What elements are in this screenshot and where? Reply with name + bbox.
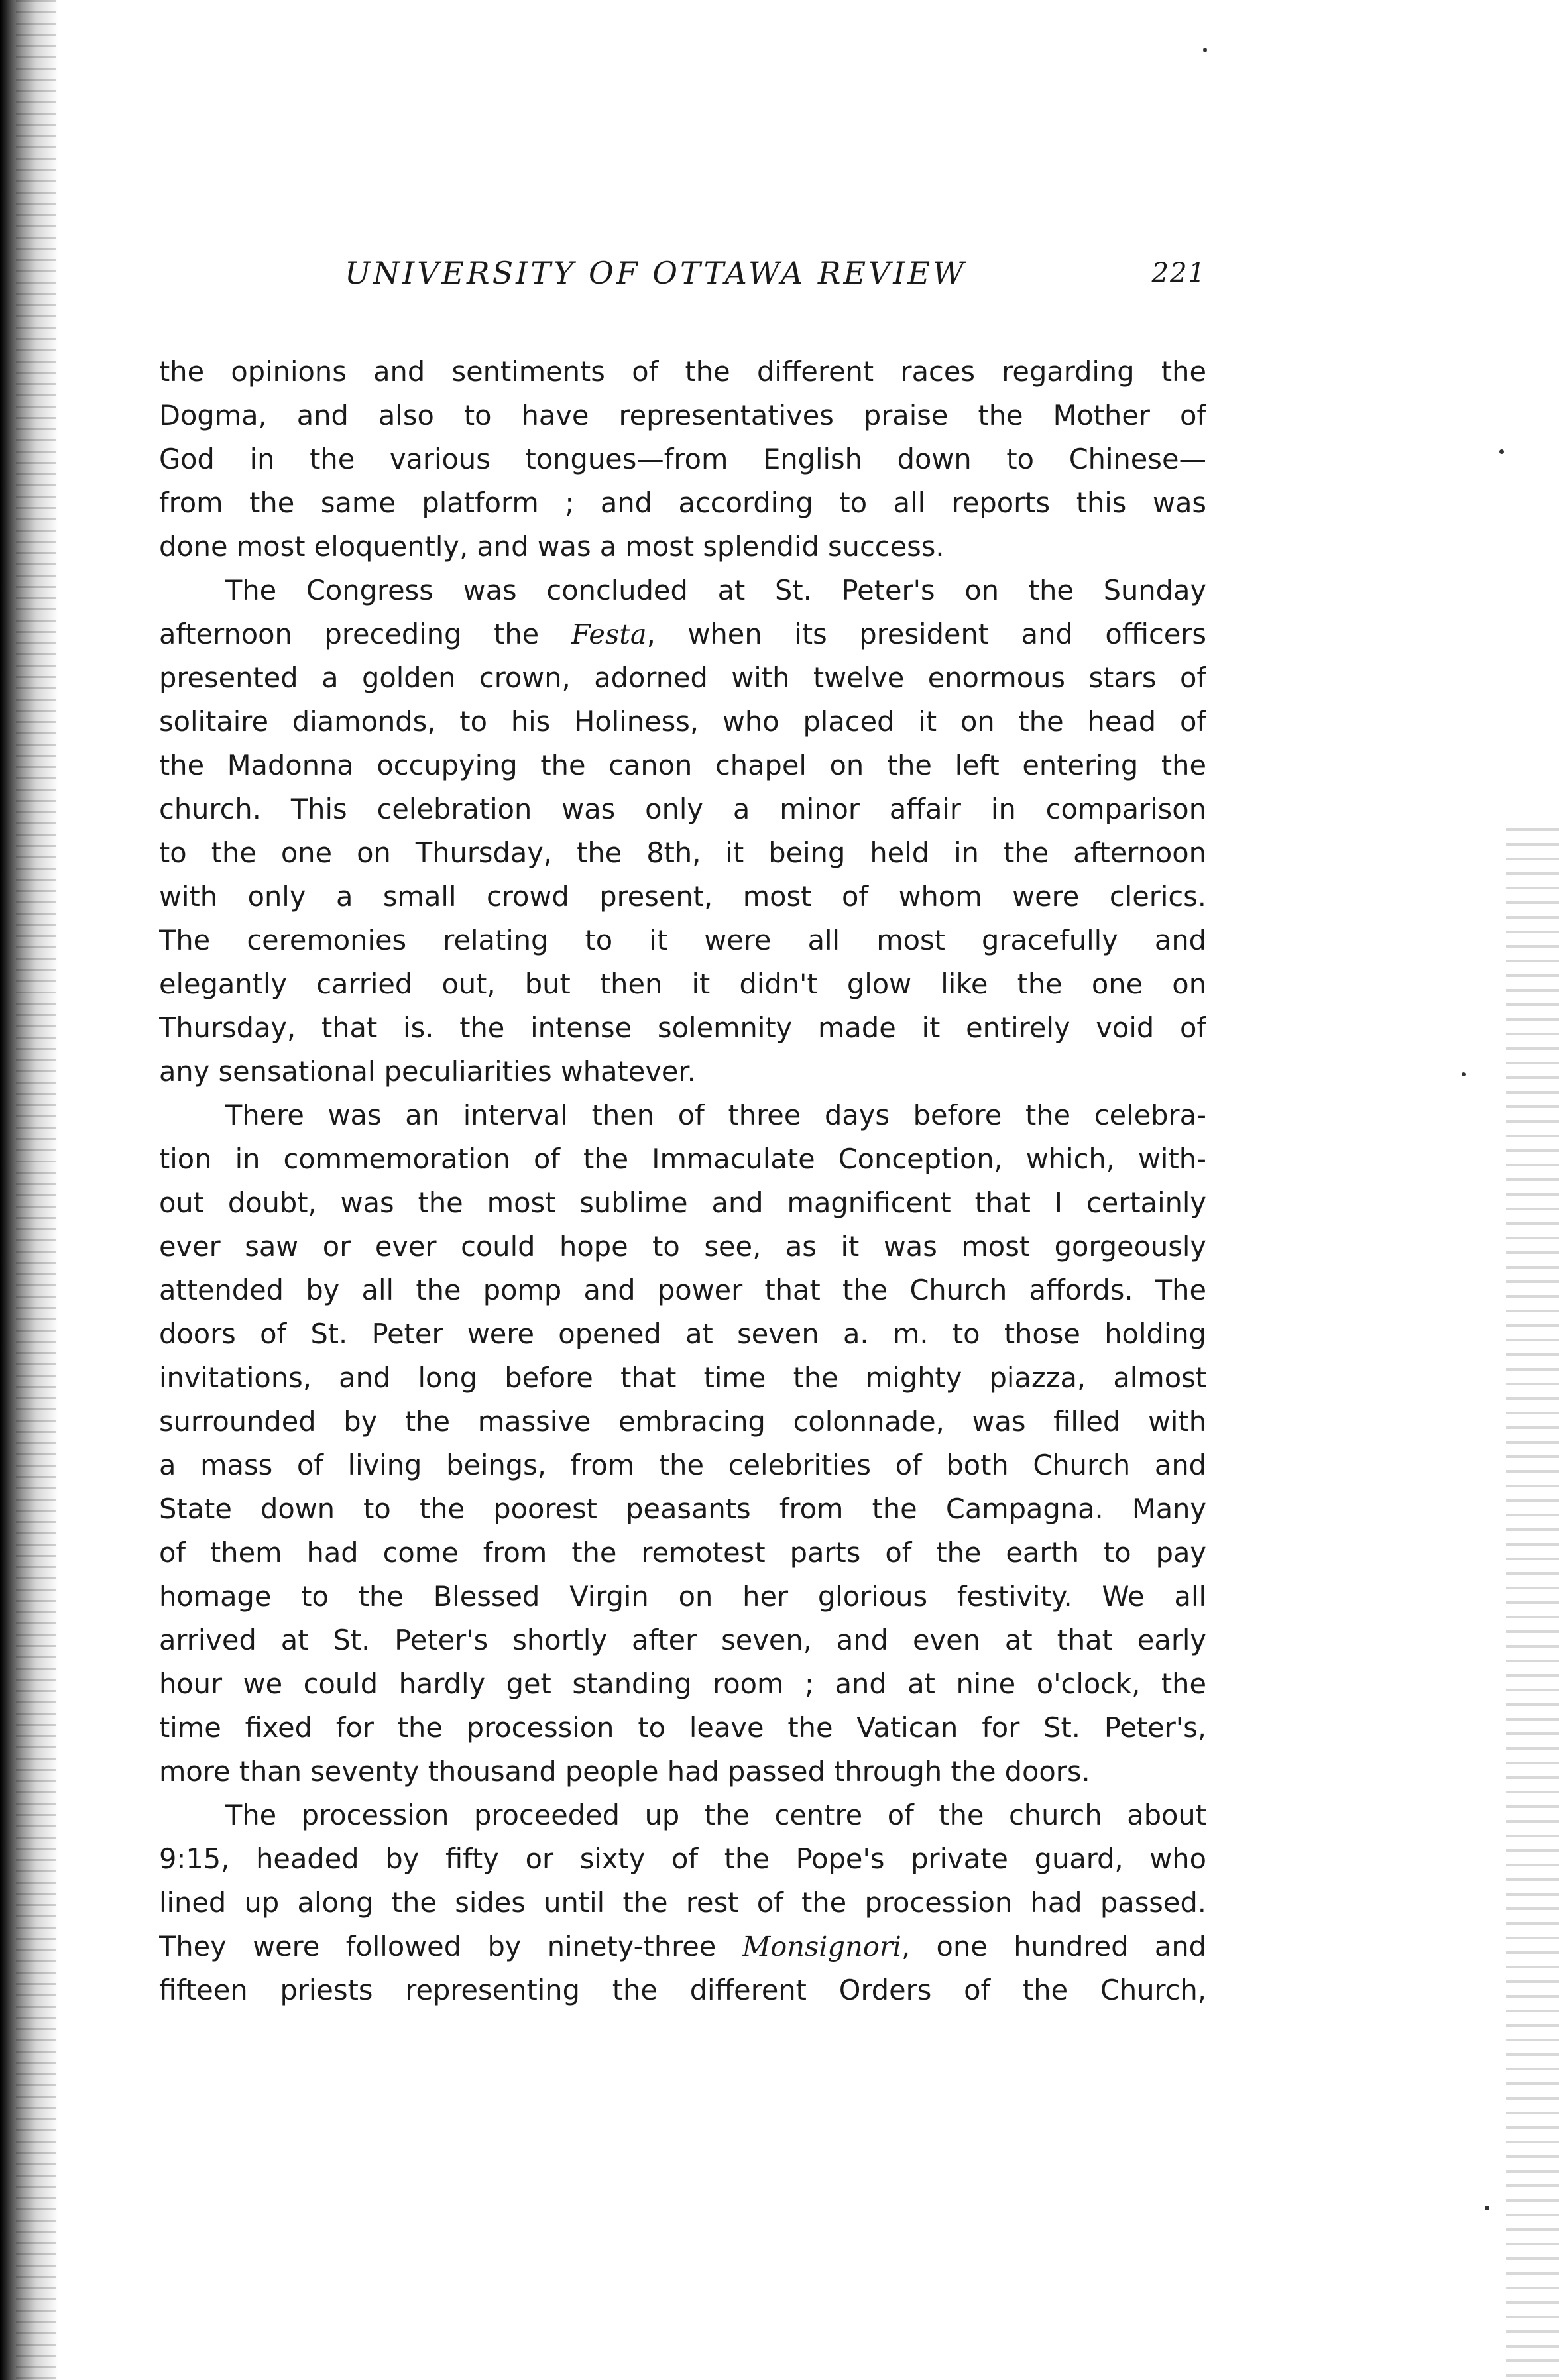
text-line: There was an interval then of three days before the celebra- [225,1099,1206,1131]
scan-speck [1499,449,1504,454]
italic-term: Festa [571,618,647,650]
text-line: Dogma, and also to have representatives praise the Mother of [159,399,1206,431]
scan-speck [1203,48,1207,52]
text-line: to the one on Thursday, the 8th, it being held in the afternoon [159,836,1206,869]
text-line: of them had come from the remotest parts of the earth to pay [159,1536,1206,1569]
italic-term: Monsignori [742,1930,901,1962]
text-line: Thursday, that is. the intense solemnity made it entirely void of [159,1011,1206,1044]
text-line: They were followed by ninety-three Monsignori, one hundred and [159,1930,1206,1962]
text-line: church. This celebration was only a minor affair in comparison [159,793,1206,825]
right-page-edge-shadow [1506,828,1559,2380]
text-line: fifteen priests representing the different Orders of the Church, [159,1974,1206,2006]
text-line: any sensational peculiarities whatever. [159,1055,696,1088]
text-line: tion in commemoration of the Immaculate Conception, which, with- [159,1143,1206,1175]
scan-speck [1462,1072,1466,1076]
running-header [159,255,1206,308]
text-line: with only a small crowd present, most of whom were clerics. [159,880,1206,913]
text-line: a mass of living beings, from the celebrities of both Church and [159,1449,1206,1481]
text-line: State down to the poorest peasants from the Campagna. Many [159,1493,1206,1525]
text-line: lined up along the sides until the rest of the procession had passed. [159,1886,1206,1919]
text-line: hour we could hardly get standing room ; and at nine o'clock, the [159,1668,1206,1700]
text-line: attended by all the pomp and power that the Church affords. The [159,1274,1206,1306]
text-line: The ceremonies relating to it were all most gracefully and [159,924,1206,956]
text-line: 9:15, headed by fifty or sixty of the Pope's private guard, who [159,1842,1206,1875]
text-line: arrived at St. Peter's shortly after seven, and even at that early [159,1624,1206,1656]
text-line: The procession proceeded up the centre of the church about [225,1799,1206,1831]
text-line: the Madonna occupying the canon chapel on the left entering the [159,749,1206,781]
text-line: the opinions and sentiments of the different races regarding the [159,355,1206,388]
text-line: doors of St. Peter were opened at seven a. m. to those holding [159,1318,1206,1350]
text-line: more than seventy thousand people had passed through the doors. [159,1755,1090,1787]
text-line: surrounded by the massive embracing colonnade, was filled with [159,1405,1206,1438]
text-line: homage to the Blessed Virgin on her glorious festivity. We all [159,1580,1206,1613]
page-number: 221 [1151,258,1206,288]
text-line: out doubt, was the most sublime and magnificent that I certainly [159,1186,1206,1219]
text-line: from the same platform ; and according to all reports this was [159,486,1206,519]
text-line: ever saw or ever could hope to see, as it was most gorgeously [159,1230,1206,1263]
text-line: God in the various tongues—from English down to Chinese— [159,443,1206,475]
text-line: done most eloquently, and was a most splendid success. [159,530,945,563]
text-line: The Congress was concluded at St. Peter's on the Sunday [225,574,1206,606]
text-line: time fixed for the procession to leave the Vatican for St. Peter's, [159,1711,1206,1744]
scan-speck [1485,2206,1489,2210]
text-line: solitaire diamonds, to his Holiness, who placed it on the head of [159,705,1206,738]
text-line: presented a golden crown, adorned with twelve enormous stars of [159,661,1206,694]
binding-scan-streaks [16,0,56,2380]
body-text [159,350,1206,2012]
text-line: afternoon preceding the Festa, when its president and officers [159,618,1206,650]
running-title: UNIVERSITY OF OTTAWA REVIEW [345,255,967,291]
text-line: elegantly carried out, but then it didn't glow like the one on [159,968,1206,1000]
text-line: invitations, and long before that time the mighty piazza, almost [159,1361,1206,1394]
